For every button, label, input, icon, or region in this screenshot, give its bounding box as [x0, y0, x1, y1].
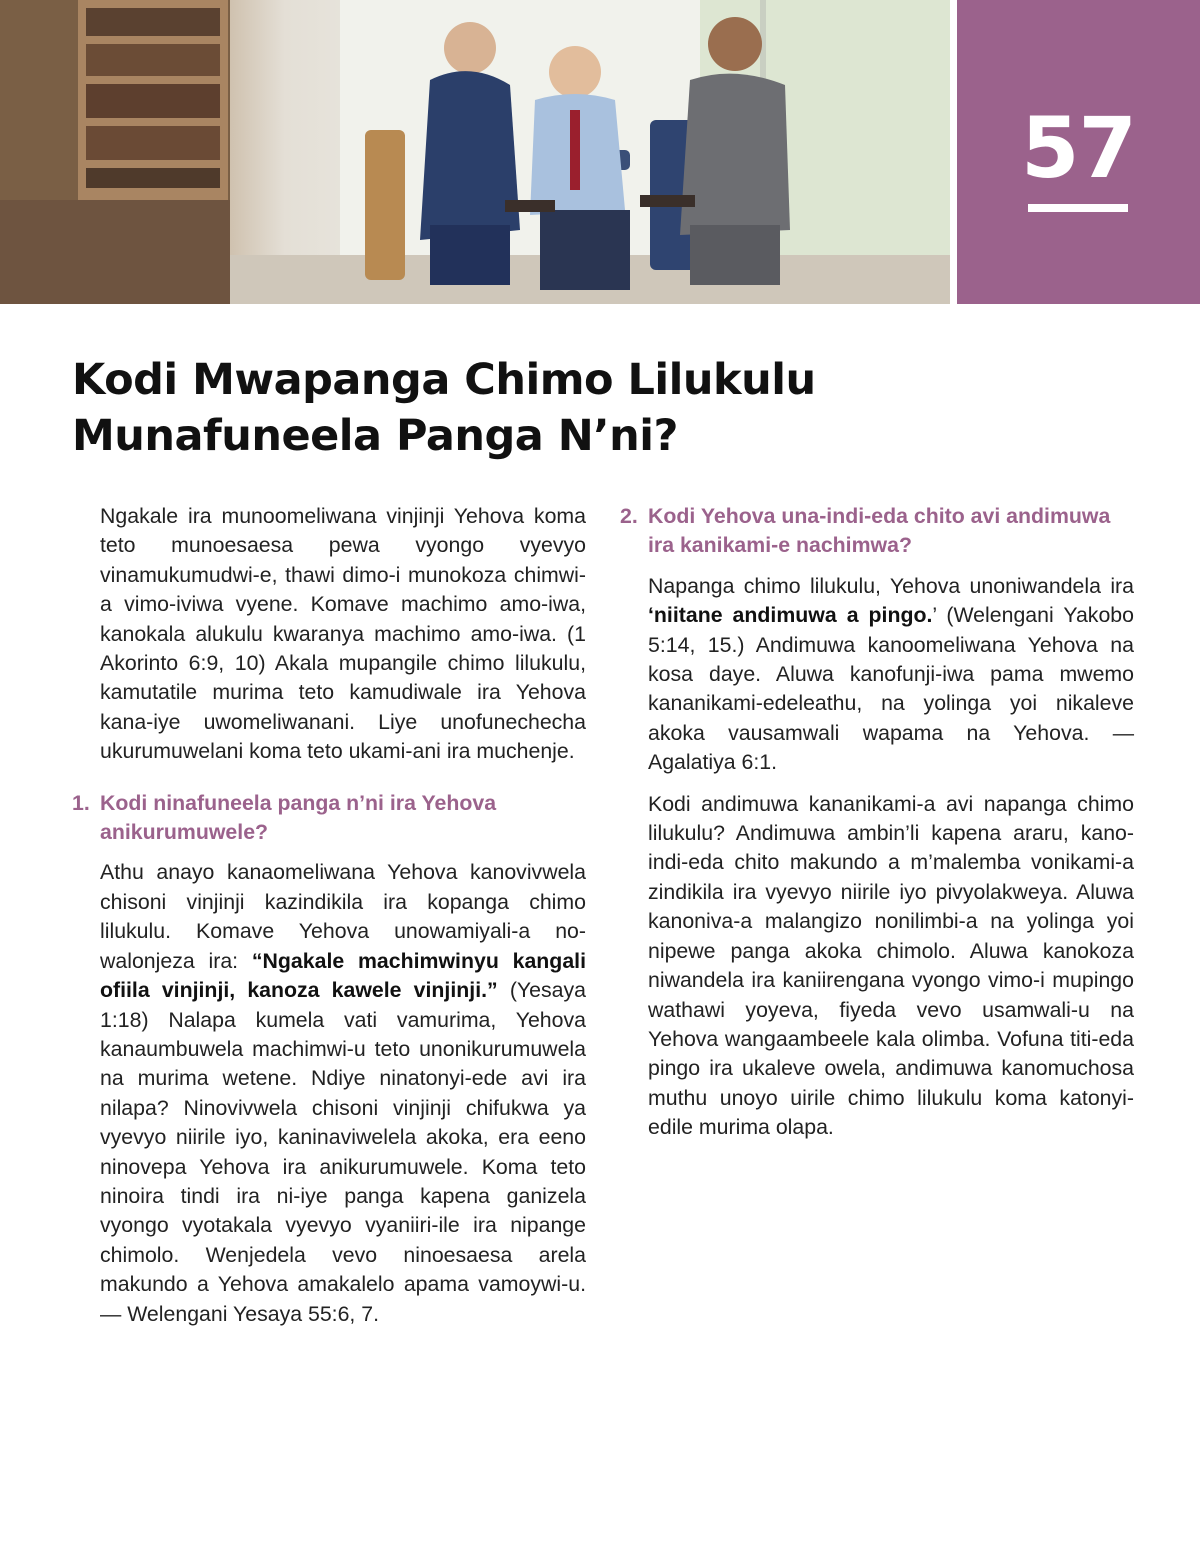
right-column — [620, 502, 1134, 1155]
section-1-quote: “Ngakale machimwinyu kangali ofiila vinjinji, kanoza kawele vinjinji.” — [100, 948, 586, 1003]
section-2-quote: ‘niitane andimuwa a pingo. — [648, 603, 933, 628]
hero-photo — [0, 0, 950, 304]
section-2-heading — [620, 502, 1134, 561]
section-1-text-b: (Yesaya 1:18) Nalapa kumela vati vamurima, Yehova kanaumbuwela machimwi-u teto unonikurumuwela na murima wetene. Ndiye ninatonyi-ede avi ira nilapa? Ninovivwela chisoni vinjinji chifukwa ya vyevyo niirile iyo, kaninaviwelela akoka, era eeno ninovepa Yehova ira anikurumuwele. Koma teto ninoira tindi ira ni-iye panga kapena ganizela vyongo vyotakala vyevyo vyaniiri-ile ira nipange chimolo. Wenjedela vevo ninoesaesa arela makundo a Yehova amakalelo apama vamoywi-u. — Welengani Yesaya 55:6, 7. — [100, 978, 586, 1326]
section-1-heading-text: Kodi ninafuneela panga n’ni ira Yehova anikurumuwele? — [100, 790, 497, 845]
page-title-line-2: Munafuneela Panga N’ni? — [72, 411, 678, 461]
section-2-text-b: ’ (Welengani Yakobo 5:14, 15.) Andimuwa kanoomeliwana Yehova na kosa daye. Aluwa kanofunji-iwa pama mwemo kananikami-edeleathu, na yolinga yoi nikaleve akoka vausamwali wapama na Yehova. — Agalatiya 6:1. — [648, 603, 1134, 775]
section-2-number: 2. — [620, 504, 638, 528]
lesson-number-box — [957, 0, 1200, 304]
section-1-number: 1. — [72, 790, 90, 815]
photo-icon — [0, 0, 950, 304]
left-column — [72, 502, 586, 1341]
section-2-paragraph-1 — [648, 572, 1134, 778]
page-title-line-1: Kodi Mwapanga Chimo Lilukulu — [72, 355, 816, 405]
lesson-number-underline — [1028, 204, 1128, 212]
intro-paragraph: Ngakale ira munoomeliwana vinjinji Yehova koma teto munoesaesa pewa vyongo vyevyo vinamukumudwi-e, thawi dimo-i munokoza chimwi-a vimo-iviwa vyene. Komave machimo amo-iwa, kanokala alukulu kwaranya machimo amo-iwa. (1 Akorinto 6:9, 10) Akala mupangile chimo lilukulu, kamutatile murima teto kamudiwale ira Yehova kana-iye uwomeliwanani. Liye unofunechecha ukurumuwelani koma teto ukami-ani ira muchenje. — [100, 504, 586, 764]
lesson-number: 57 — [1021, 99, 1136, 197]
section-1-paragraph — [100, 858, 586, 1329]
page-title — [72, 352, 816, 464]
section-1-text-a: Athu anayo kanaomeliwana Yehova kanovivwela chisoni vinjinji kazindikila ira kopanga chimo lilukulu. Komave Yehova unowamiyali-a nowalonjeza ira: — [100, 860, 586, 973]
section-2-heading-text: Kodi Yehova una-indi-eda chito avi andimuwa ira kanikami-e nachimwa? — [648, 504, 1111, 558]
section-1-heading — [72, 789, 586, 848]
section-2-paragraph-2: Kodi andimuwa kananikami-a avi napanga chimo lilukulu? Andimuwa ambin’li kapena araru, kano-indi-eda chito makundo a m’malemba vonikami-a zindikila ira vyevyo niirile iyo pivyolakweya. Aluwa kanoniva-a malangizo nonilimbi-a na yolinga yoi nipewe panga akoka chimolo. Aluwa kanokoza niwandela ira kaniirengana vyongo vimo-i mupingo wathawi yoyeva, fiyeda vevo usamwali-u na Yehova wangaambeele kala olimba. Vofuna titi-eda pingo ira ukaleve owela, andimuwa kanomuchosa muthu unoyo uirile chimo lilukulu koma katonyi-edile murima olapa. — [648, 791, 1134, 1140]
section-2-text-a: Napanga chimo lilukulu, Yehova unoniwandela ira — [648, 573, 1134, 598]
